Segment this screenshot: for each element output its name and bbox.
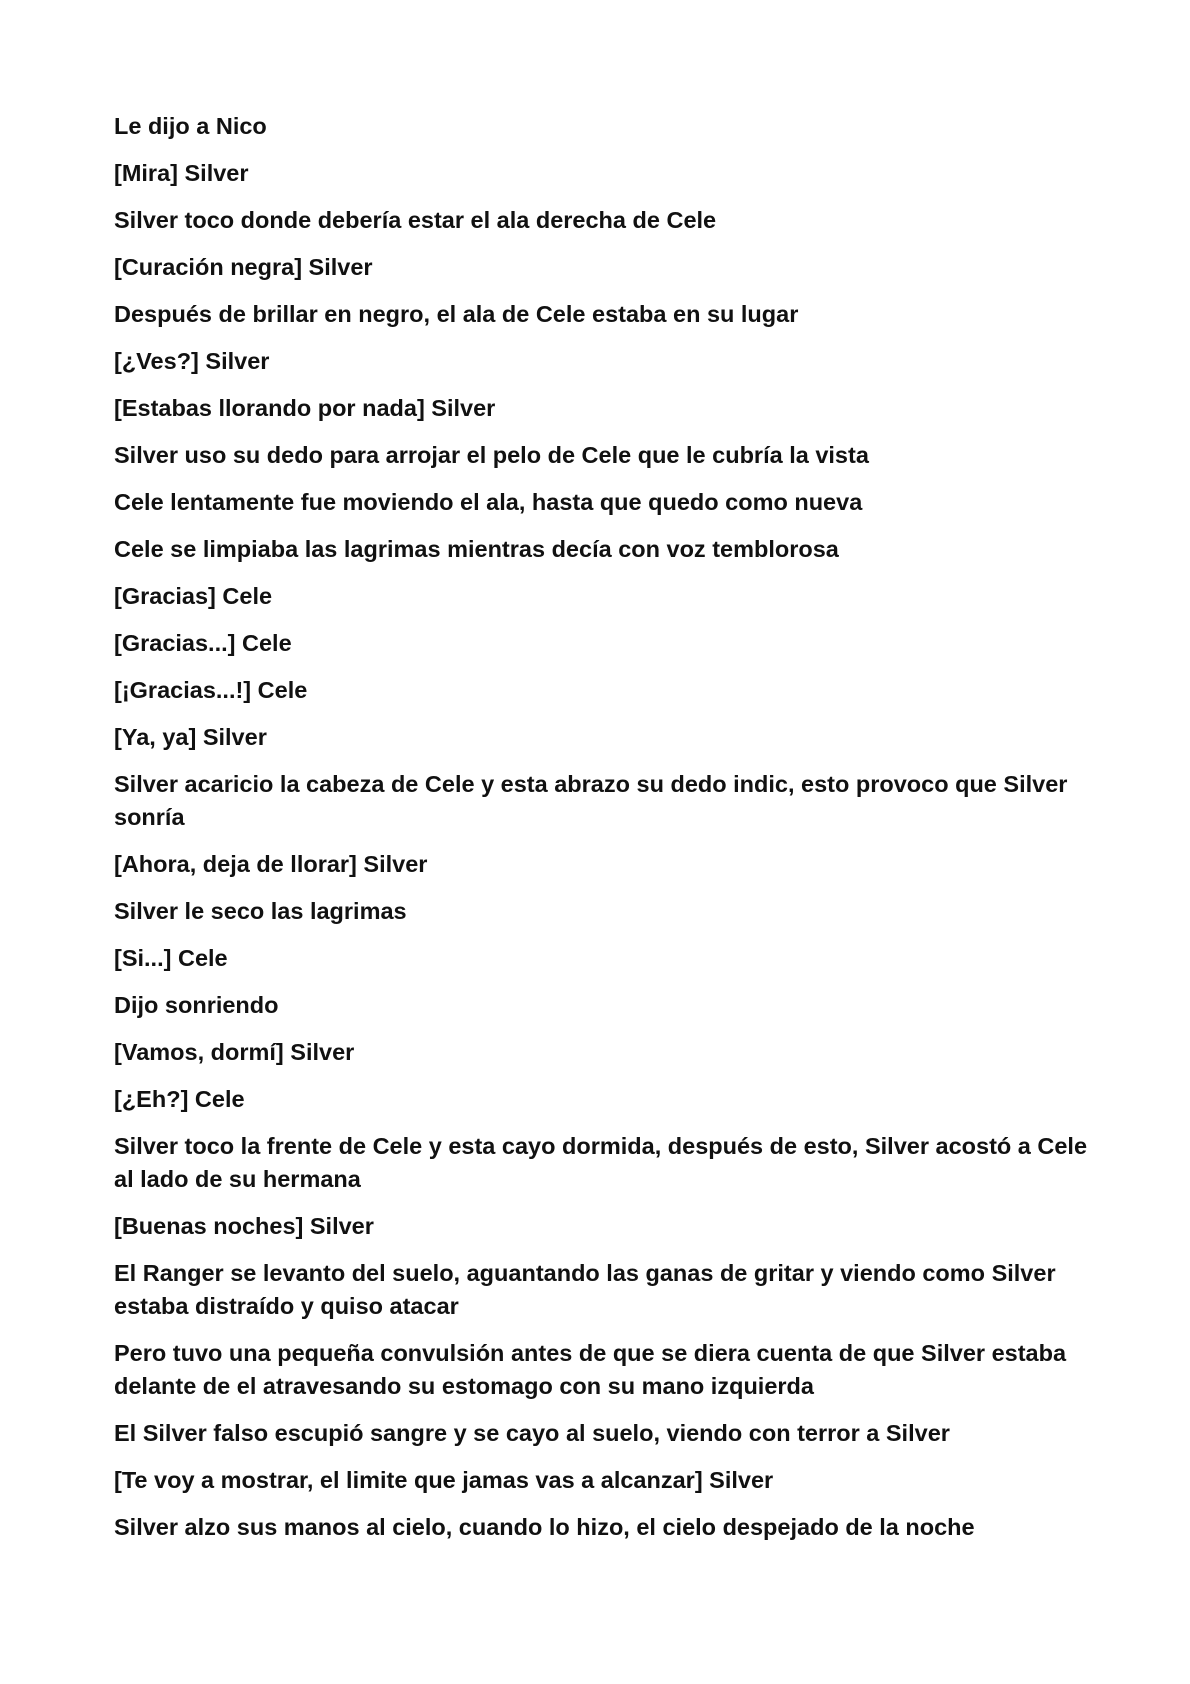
paragraph: [Te voy a mostrar, el limite que jamas vas a alcanzar] Silver [114, 1467, 774, 1493]
paragraph: [Ahora, deja de llorar] Silver [114, 851, 428, 877]
paragraph: [Estabas llorando por nada] Silver [114, 395, 496, 421]
paragraph: Cele se limpiaba las lagrimas mientras decía con voz temblorosa [114, 536, 839, 562]
paragraph: Dijo sonriendo [114, 992, 279, 1018]
paragraph: El Silver falso escupió sangre y se cayo al suelo, viendo con terror a Silver [114, 1420, 950, 1446]
paragraph: [Mira] Silver [114, 160, 249, 186]
document-body [114, 110, 1094, 1558]
paragraph: Cele lentamente fue moviendo el ala, hasta que quedo como nueva [114, 489, 863, 515]
paragraph: Silver uso su dedo para arrojar el pelo de Cele que le cubría la vista [114, 442, 869, 468]
paragraph: [Vamos, dormí] Silver [114, 1039, 355, 1065]
paragraph: El Ranger se levanto del suelo, aguantando las ganas de gritar y viendo como Silver estaba distraído y quiso atacar [114, 1260, 1056, 1319]
paragraph: Silver le seco las lagrimas [114, 898, 407, 924]
paragraph: [Ya, ya] Silver [114, 724, 267, 750]
paragraph: Pero tuvo una pequeña convulsión antes de que se diera cuenta de que Silver estaba delante de el atravesando su estomago con su mano izquierda [114, 1340, 1067, 1399]
paragraph: [¡Gracias...!] Cele [114, 677, 308, 703]
paragraph: Después de brillar en negro, el ala de Cele estaba en su lugar [114, 301, 799, 327]
paragraph: Silver acaricio la cabeza de Cele y esta abrazo su dedo indic, esto provoco que Silver sonría [114, 771, 1068, 830]
paragraph: [Gracias] Cele [114, 583, 273, 609]
paragraph: Silver alzo sus manos al cielo, cuando lo hizo, el cielo despejado de la noche [114, 1514, 975, 1540]
paragraph: [Gracias...] Cele [114, 630, 292, 656]
paragraph: [Buenas noches] Silver [114, 1213, 374, 1239]
paragraph: Le dijo a Nico [114, 113, 267, 139]
paragraph: [Si...] Cele [114, 945, 228, 971]
paragraph: Silver toco la frente de Cele y esta cayo dormida, después de esto, Silver acostó a Cele al lado de su hermana [114, 1133, 1088, 1192]
paragraph: [¿Eh?] Cele [114, 1086, 245, 1112]
paragraph: Silver toco donde debería estar el ala derecha de Cele [114, 207, 717, 233]
paragraph: [Curación negra] Silver [114, 254, 373, 280]
paragraph: [¿Ves?] Silver [114, 348, 270, 374]
